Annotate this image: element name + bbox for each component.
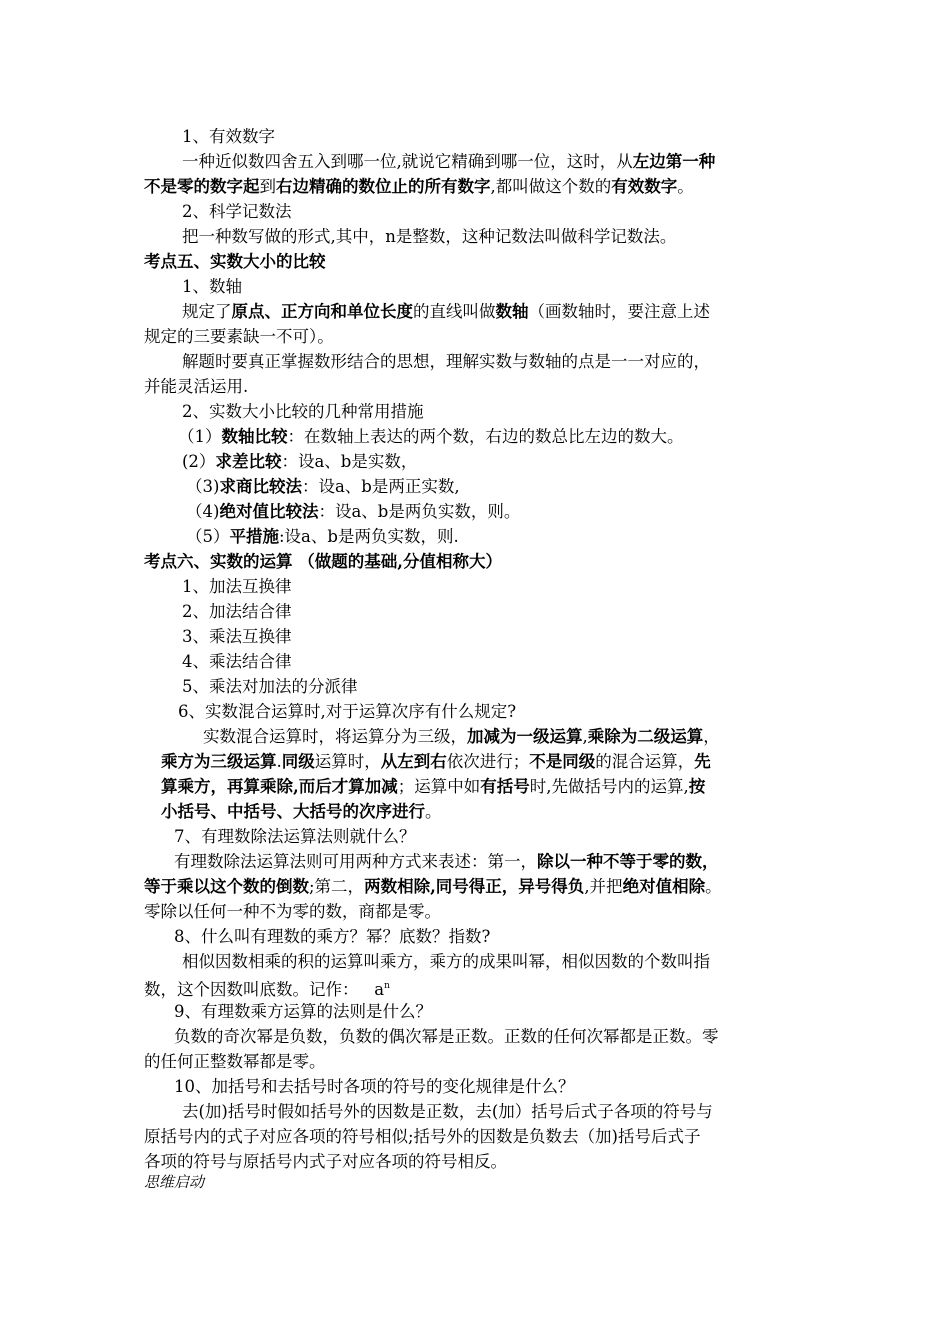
- question-heading: 6、实数混合运算时,对于运算次序有什么规定?: [178, 702, 517, 721]
- section-heading-scientific-notation: 2、科学记数法: [182, 202, 292, 221]
- heading-topic-6: 考点六、实数的运算 （做题的基础,分值相称大）: [144, 552, 502, 571]
- list-item: 4、乘法结合律: [182, 652, 292, 671]
- paragraph-line: 等于乘以这个数的倒数;第二，两数相除,同号得正，异号得负,并把绝对值相除。: [144, 877, 722, 896]
- paragraph-line: 相似因数相乘的积的运算叫乘方，乘方的成果叫幂，相似因数的个数叫指: [182, 952, 710, 971]
- subheading-comparison-methods: 2、实数大小比较的几种常用措施: [182, 402, 424, 421]
- paragraph-line: 数，这个因数叫底数。记作： $a^n$: [144, 980, 390, 999]
- paragraph-line: 并能灵活运用.: [144, 377, 249, 396]
- paragraph-line: 零除以任何一种不为零的数，商都是零。: [144, 902, 441, 921]
- paragraph-line: 各项的符号与原括号内式子对应各项的符号相反。: [144, 1152, 507, 1171]
- question-heading: 8、什么叫有理数的乘方？幂？底数？指数?: [174, 927, 491, 946]
- paragraph-line: 一种近似数四舍五入到哪一位,就说它精确到哪一位，这时，从左边第一种: [182, 152, 716, 171]
- list-item: （4)绝对值比较法：设a、b是两负实数，则。: [186, 502, 521, 521]
- list-item: （5）平措施:设a、b是两负实数，则.: [186, 527, 459, 546]
- paragraph-line: 负数的奇次幂是负数，负数的偶次幂是正数。正数的任何次幂都是正数。零: [174, 1027, 719, 1046]
- list-item: （3)求商比较法：设a、b是两正实数,: [186, 477, 460, 496]
- subheading-number-line: 1、数轴: [182, 277, 242, 296]
- paragraph-line: 规定的三要素缺一不可）。: [144, 327, 334, 346]
- paragraph-line: 乘方为三级运算.同级运算时，从左到右依次进行；不是同级的混合运算，先: [161, 752, 711, 771]
- question-heading: 10、加括号和去括号时各项的符号的变化规律是什么？: [174, 1077, 575, 1096]
- list-item: （1）数轴比较：在数轴上表达的两个数，右边的数总比左边的数大。: [178, 427, 684, 446]
- list-item: 5、乘法对加法的分派律: [182, 677, 358, 696]
- paragraph-line: 的任何正整数幂都是零。: [144, 1052, 326, 1071]
- section-heading-significant-figures: 1、有效数字: [182, 127, 275, 146]
- paragraph-line: 实数混合运算时，将运算分为三级，加减为一级运算,乘除为二级运算，: [203, 727, 720, 746]
- paragraph-line: 有理数除法运算法则可用两种方式来表述：第一，除以一种不等于零的数，: [174, 852, 719, 871]
- question-heading: 9、有理数乘方运算的法则是什么？: [174, 1002, 432, 1021]
- list-item: 2、加法结合律: [182, 602, 292, 621]
- list-item: 1、加法互换律: [182, 577, 292, 596]
- list-item: 3、乘法互换律: [182, 627, 292, 646]
- list-item: (2）求差比较：设a、b是实数，: [182, 452, 418, 471]
- footer-label: 思维启动: [144, 1173, 205, 1191]
- paragraph-line: 去(加)括号时假如括号外的因数是正数，去(加）括号后式子各项的符号与: [182, 1102, 713, 1121]
- paragraph-line: 规定了原点、正方向和单位长度的直线叫做数轴（画数轴时，要注意上述: [182, 302, 710, 321]
- power-notation: $a^n$: [374, 980, 390, 999]
- paragraph-line: 不是零的数字起到右边精确的数位止的所有数字,都叫做这个数的有效数字。: [144, 177, 694, 196]
- heading-topic-5: 考点五、实数大小的比较: [144, 252, 326, 271]
- paragraph-line: 把一种数写做的形式,其中，n是整数，这种记数法叫做科学记数法。: [182, 227, 677, 246]
- paragraph-line: 小括号、中括号、大括号的次序进行。: [161, 802, 442, 821]
- paragraph-line: 解题时要真正掌握数形结合的思想，理解实数与数轴的点是一一对应的，: [182, 352, 710, 371]
- question-heading: 7、有理数除法运算法则就什么？: [174, 827, 416, 846]
- paragraph-line: 算乘方，再算乘除,而后才算加减；运算中如有括号时,先做括号内的运算,按: [161, 777, 706, 796]
- paragraph-line: 原括号内的式子对应各项的符号相似;括号外的因数是负数去（加)括号后式子: [144, 1127, 701, 1146]
